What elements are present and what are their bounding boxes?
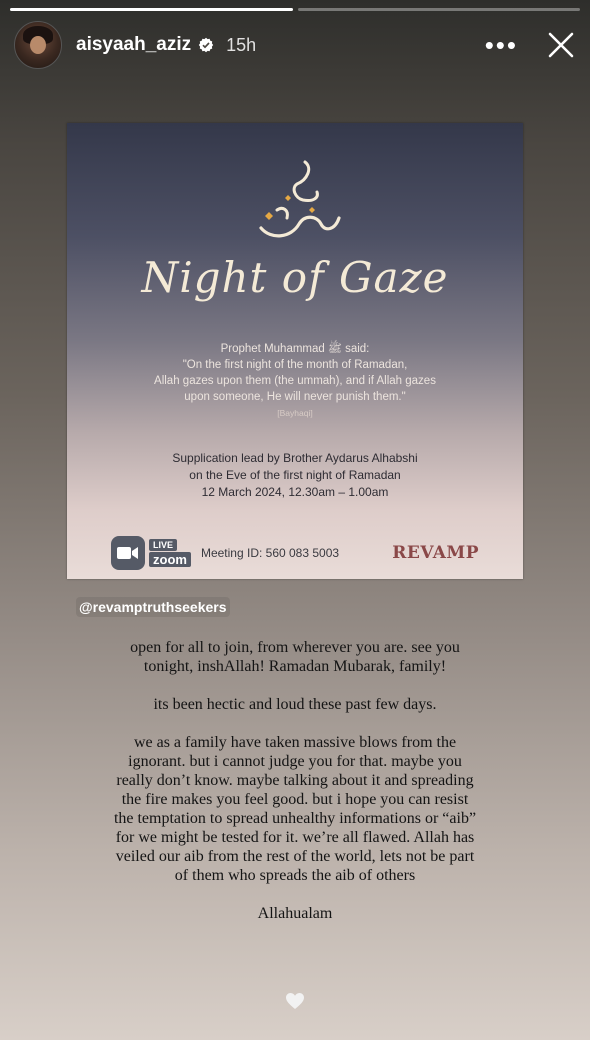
story-header <box>14 22 576 68</box>
video-camera-icon <box>111 536 145 570</box>
post-time: 15h <box>226 34 257 55</box>
caption-paragraph: its been hectic and loud these past few days. <box>153 696 437 713</box>
live-zoom-label <box>149 539 191 567</box>
zoom-label: zoom <box>149 552 191 567</box>
caption-paragraph: we as a family have taken massive blows from the ignorant. but i cannot judge you for that. maybe you really don’t know. maybe talking about it and spreading the fire makes you feel good. but i hope you can resist the temptation to spread unhealthy informations or “aib” for we might be tested for it. we’re all flawed. Allah has veiled our aib from the rest of the world, lets not be part of them who spreads the aib of others <box>113 734 477 884</box>
hadith-intro: Prophet Muhammad ﷺ said: <box>220 343 370 355</box>
more-options-icon[interactable]: ••• <box>484 30 518 60</box>
hadith-line: "On the first night of the month of Ramadan, <box>182 359 408 371</box>
caption-paragraph: Allahualam <box>257 905 333 922</box>
verified-badge-icon <box>198 37 214 53</box>
story-progress-bar <box>10 8 580 11</box>
hadith-line: upon someone, He will never punish them." <box>184 391 406 403</box>
username[interactable]: aisyaah_aziz <box>76 34 192 55</box>
progress-segment-2 <box>298 8 581 11</box>
hadith-source: [Bayhaqi] <box>277 408 313 418</box>
poster-footer <box>111 535 479 571</box>
event-details <box>87 450 503 501</box>
mention-sticker[interactable]: @revamptruthseekers <box>76 597 230 617</box>
event-poster-image <box>67 123 523 579</box>
avatar[interactable] <box>14 21 62 69</box>
meeting-id: Meeting ID: 560 083 5003 <box>200 546 340 560</box>
poster-title: Night of Gaze <box>141 253 449 302</box>
hadith-line: Allah gazes upon them (the ummah), and if Allah gazes <box>154 375 436 387</box>
revamp-logo: REVAMP <box>392 543 479 563</box>
live-label: LIVE <box>149 539 177 551</box>
heart-icon <box>285 992 305 1010</box>
event-line: Supplication lead by Brother Aydarus Alhabshi <box>172 451 418 465</box>
event-line: on the Eve of the first night of Ramadan <box>189 468 401 482</box>
story-caption <box>110 638 480 942</box>
hadith-quote <box>87 341 503 421</box>
event-datetime: 12 March 2024, 12.30am – 1.00am <box>201 485 389 499</box>
close-icon[interactable] <box>546 30 576 60</box>
caption-paragraph: open for all to join, from wherever you are. see you tonight, inshAllah! Ramadan Mubarak, family! <box>130 639 460 675</box>
progress-segment-1 <box>10 8 293 11</box>
arabic-calligraphy-logo <box>247 158 347 248</box>
